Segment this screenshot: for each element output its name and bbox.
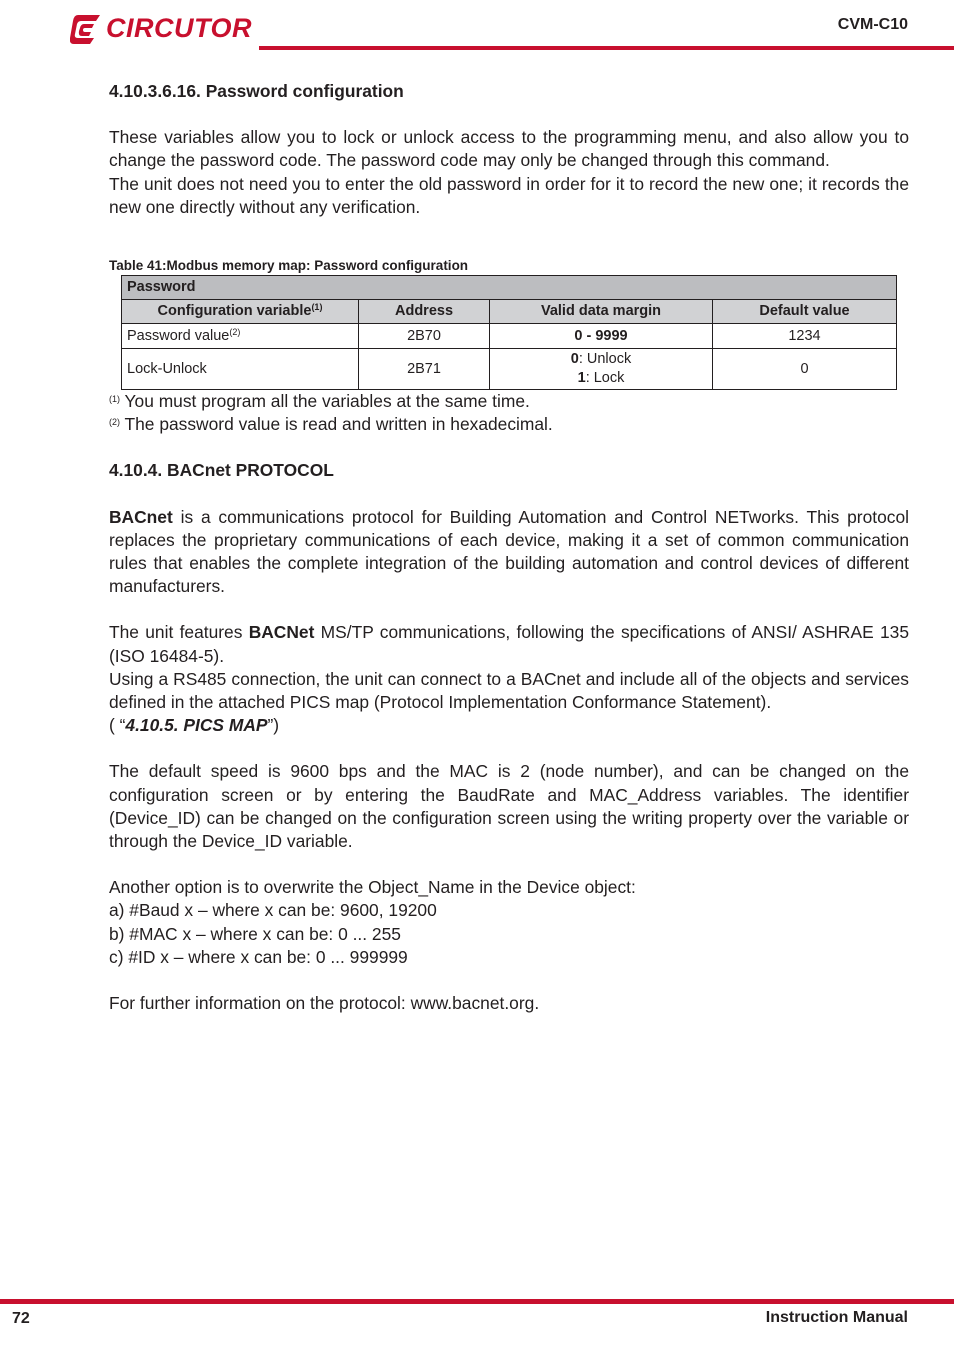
column-header: Address [359, 300, 490, 324]
footnote: $^{(1)}$ You must program all the variables at the same time. [109, 391, 530, 412]
column-header: Configuration variable$^{(1)}$ [122, 300, 359, 324]
table-cell: 1234 [713, 324, 897, 349]
table-caption: Table 41:Modbus memory map: Password configuration [109, 258, 469, 274]
table-cell: Password value$^{(2)}$ [122, 324, 359, 349]
paragraph: Another option is to overwrite the Object_Name in the Device object: [109, 877, 636, 898]
table-row [122, 324, 897, 349]
page-number: 72 [12, 1310, 30, 1327]
table-cell: 0 [713, 349, 897, 390]
list-item: c) #ID x – where x can be: 0 ... 999999 [109, 946, 408, 967]
paragraph: The default speed is 9600 bps and the MAC is 2 (node number), and can be changed on the configuration screen or by entering the BaudRate and MAC_Address variables. The identifier (Device_ID) can be changed on the configuration screen using the writing property over the variable or through the Device_ID variable. [109, 761, 909, 852]
table-row [122, 349, 897, 390]
page-content [109, 80, 909, 1015]
circutor-logo [70, 12, 253, 46]
section-heading-bacnet: 4.10.4. BACnet PROTOCOL [109, 460, 334, 481]
table-cell: Lock-Unlock [122, 349, 359, 390]
list-item: a) #Baud x – where x can be: 9600, 19200 [109, 900, 437, 921]
table-cell: 2B70 [359, 324, 490, 349]
column-header: Valid data margin [490, 300, 713, 324]
brand-wordmark: CIRCUTOR [106, 13, 253, 43]
paragraph: The unit does not need you to enter the old password in order for it to record the new one; it records the new one directly without any verification. [109, 173, 909, 217]
header-divider [259, 46, 954, 50]
paragraph: BACnet is a communications protocol for Building Automation and Control NETworks. This protocol replaces the proprietary communications of each device, making it a set of common communication rules that enables the complete integration of the building automation and control devices of different manufacturers. [109, 506, 909, 597]
table-cell: 2B71 [359, 349, 490, 390]
paragraph: These variables allow you to lock or unlock access to the programming menu, and also allow you to change the password code. The password code may only be changed through this command. [109, 127, 909, 171]
table-notes [109, 390, 909, 436]
model-label: CVM-C10 [837, 16, 908, 33]
paragraph: ( “4.10.5. PICS MAP”) [109, 715, 280, 736]
section-heading-password: 4.10.3.6.16. Password configuration [109, 81, 404, 101]
column-header: Default value [713, 300, 897, 324]
table-cell: 0: Unlock 1: Lock [490, 349, 713, 390]
footnote: $^{(2)}$ The password value is read and written in hexadecimal. [109, 414, 553, 435]
circutor-logo-icon [70, 12, 104, 46]
list-item: b) #MAC x – where x can be: 0 ... 255 [109, 923, 401, 944]
paragraph: The unit features BACNet MS/TP communications, following the specifications of ANSI/ ASHRAE 135 (ISO 16484-5). [109, 622, 909, 666]
modbus-memory-table [121, 275, 897, 390]
paragraph: Using a RS485 connection, the unit can connect to a BACnet and include all of the objects and services defined in the attached PICS map (Protocol Implementation Conformance Statement). [109, 668, 909, 713]
paragraph: For further information on the protocol: www.bacnet.org. [109, 993, 540, 1014]
table-cell: 0 - 9999 [490, 324, 713, 349]
footer-title: Instruction Manual [765, 1309, 908, 1326]
pics-map-reference: 4.10.5. PICS MAP [125, 715, 268, 736]
table-group-header: Password [122, 276, 897, 300]
footer-divider [0, 1299, 954, 1304]
